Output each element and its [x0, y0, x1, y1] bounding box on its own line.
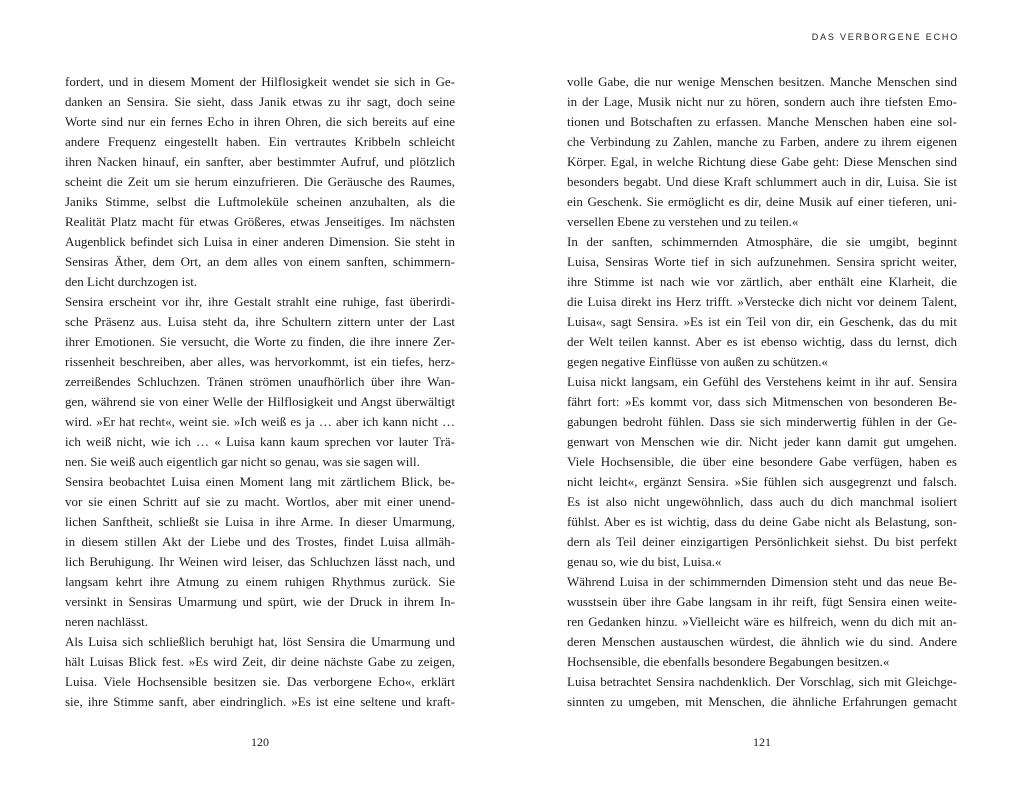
text-line: Hochsensible, die ebenfalls besondere Begabungen besitzen.«: [567, 654, 890, 669]
text-line: versellen Ebene zu verstehen und zu teilen.«: [567, 214, 799, 229]
paragraph: [567, 572, 957, 672]
text-line: scheint die Zeit um sie herum einzufrieren. Die Geräusche des Raumes,: [65, 174, 455, 189]
text-line: rissenheit beschreiben, aber alles, was hervorkommt, ist ein tiefes, herz-: [65, 354, 455, 369]
text-line: vor sie einen Schritt auf sie zu macht. Wortlos, aber mit einer unend-: [65, 494, 455, 509]
text-line: Luisa. Viele Hochsensible besitzen sie. Das verborgene Echo«, erklärt: [65, 674, 455, 689]
text-line: nen. Sie weiß auch eigentlich gar nicht so genau, was sie sagen will.: [65, 454, 420, 469]
page-number: 120: [251, 735, 269, 749]
text-line: ihren Nacken hinauf, ein sanfter, aber bestimmter Aufruf, und plötzlich: [65, 154, 455, 169]
text-line: gen, während sie von einer Welle der Hilflosigkeit und Angst überwältigt: [65, 394, 455, 409]
text-line: dern als Teil deiner einzigartigen Persönlichkeit siehst. Du bist perfekt: [567, 534, 957, 549]
text-line: versinkt in Sensiras Umarmung und spürt, wie der Druck in ihrem In-: [65, 594, 455, 609]
text-line: die Luisa direkt ins Herz trifft. »Verstecke dich nicht vor deinem Talent,: [567, 294, 957, 309]
paragraph: [567, 672, 957, 712]
text-line: sie, ihre Stimme sanft, aber eindringlich. »Es ist eine seltene und kraft-: [65, 694, 455, 709]
text-line: lich Beruhigung. Ihr Weinen wird leiser, das Schluchzen lässt nach, und: [65, 554, 455, 569]
text-line: Körper. Egal, in welche Richtung diese Gabe geht: Diese Menschen sind: [567, 154, 957, 169]
text-line: Luisa, Sensiras Worte tief in sich aufzunehmen. Sensira spricht weiter,: [567, 254, 957, 269]
left-page-body-text: [65, 72, 455, 712]
text-line: andere Frequenz eingestellt haben. Ein vertrautes Kribbeln schleicht: [65, 134, 455, 149]
running-header: DAS VERBORGENE ECHO: [811, 32, 959, 42]
text-line: Augenblick befindet sich Luisa in einer anderen Dimension. Sie steht in: [65, 234, 455, 249]
paragraph: [65, 632, 455, 712]
right-page-body-text: [567, 72, 957, 712]
text-line: Realität Platz macht für etwas Größeres, etwas Jenseitiges. Im nächsten: [65, 214, 455, 229]
text-line: in diesem stillen Akt der Liebe und des Trostes, findet Luisa allmäh-: [65, 534, 455, 549]
text-line: sche Präsenz aus. Luisa steht da, ihre Schultern zittern unter der Last: [65, 314, 455, 329]
text-line: Als Luisa sich schließlich beruhigt hat, löst Sensira die Umarmung und: [65, 634, 455, 649]
text-line: zerreißendes Schluchzen. Tränen strömen unaufhörlich über ihre Wan-: [65, 374, 455, 389]
paragraph: [567, 372, 957, 572]
text-line: genau so, wie du bist, Luisa.«: [567, 554, 722, 569]
text-line: lichen Sanftheit, schließt sie Luisa in ihre Arme. In dieser Umarmung,: [65, 514, 455, 529]
paragraph: [567, 72, 957, 232]
text-line: neren nachlässt.: [65, 614, 149, 629]
text-line: ihre Stimme ist nach wie vor zärtlich, aber enthält eine Klarheit, die: [567, 274, 957, 289]
text-line: Janiks Stimme, selbst die Luftmoleküle scheinen anzuhalten, als die: [65, 194, 455, 209]
text-line: Während Luisa in der schimmernden Dimension steht und das neue Be-: [567, 574, 957, 589]
text-line: In der sanften, schimmernden Atmosphäre, die sie umgibt, beginnt: [567, 234, 957, 249]
text-line: gegen negative Einflüsse von außen zu schützen.«: [567, 354, 828, 369]
text-line: Sensira beobachtet Luisa einen Moment lang mit zärtlichem Blick, be-: [65, 474, 455, 489]
text-line: tionen und Botschaften zu erfassen. Manche Menschen haben eine sol-: [567, 114, 957, 129]
page-number: 121: [753, 735, 771, 749]
paragraph: [65, 292, 455, 472]
text-line: sinnten zu umgeben, mit Menschen, die ähnliche Erfahrungen gemacht: [567, 694, 957, 709]
text-line: ren Gedanken hinzu. »Vielleicht wäre es hilfreich, wenn du dich mit an-: [567, 614, 957, 629]
text-line: fordert, und in diesem Moment der Hilflosigkeit wendet sie sich in Ge-: [65, 74, 455, 89]
text-line: volle Gabe, die nur wenige Menschen besitzen. Manche Menschen sind: [567, 74, 957, 89]
text-line: Luisa betrachtet Sensira nachdenklich. Der Vorschlag, sich mit Gleichge-: [567, 674, 957, 689]
paragraph: [567, 232, 957, 372]
text-line: Luisa«, sagt Sensira. »Es ist ein Teil von dir, ein Geschenk, das du mit: [567, 314, 957, 329]
text-line: den Licht durchzogen ist.: [65, 274, 198, 289]
text-line: fühlst. Aber es ist wichtig, dass du deine Gabe nicht als Belastung, son-: [567, 514, 957, 529]
text-line: deren Menschen austauschen würdest, die ähnlich wie du sind. Andere: [567, 634, 957, 649]
text-line: Sensira erscheint vor ihr, ihre Gestalt strahlt eine ruhige, fast überirdi-: [65, 294, 455, 309]
text-line: wusstsein über ihre Gabe langsam in ihr reift, fügt Sensira einen weite-: [567, 594, 957, 609]
text-line: gabungen bedroht fühlen. Dass sie sich minderwertig fühlen in der Ge-: [567, 414, 957, 429]
paragraph: [65, 72, 455, 292]
text-line: langsam kehrt ihre Atmung zu einem ruhigen Rhythmus zurück. Sie: [65, 574, 455, 589]
text-line: Luisa nickt langsam, ein Gefühl des Verstehens keimt in ihr auf. Sensira: [567, 374, 957, 389]
text-line: ihrer Emotionen. Sie versucht, die Worte zu finden, die ihre innere Zer-: [65, 334, 455, 349]
text-line: che Verbindung zu Zahlen, manche zu Farben, andere zu ihrem eigenen: [567, 134, 957, 149]
text-line: besonders begabt. Und diese Kraft schlummert auch in dir, Luisa. Sie ist: [567, 174, 957, 189]
text-line: nicht leicht«, ergänzt Sensira. »Sie fühlen sich ausgegrenzt und falsch.: [567, 474, 957, 489]
text-line: Worte sind nur ein fernes Echo in ihren Ohren, die sich bereits auf eine: [65, 114, 455, 129]
text-line: Viele Hochsensible, die über eine besondere Gabe verfügen, haben es: [567, 454, 957, 469]
text-line: ich weiß nicht, wie ich … « Luisa kann kaum sprechen vor lauter Trä-: [65, 434, 455, 449]
text-line: der Welt teilen kannst. Aber es ist ebenso wichtig, dass du lernst, dich: [567, 334, 957, 349]
text-line: hält Luisas Blick fest. »Es wird Zeit, dir deine nächste Gabe zu zeigen,: [65, 654, 455, 669]
text-line: Es ist also nicht ungewöhnlich, dass auch du dich manchmal isoliert: [567, 494, 957, 509]
text-line: fährt fort: »Es kommt vor, dass sich Mitmenschen von besonderen Be-: [567, 394, 957, 409]
text-line: ein Geschenk. Sie ermöglicht es dir, deine Musik auf einer tieferen, uni-: [567, 194, 957, 209]
text-line: in der Lage, Musik nicht nur zu hören, sondern auch ihre tiefsten Emo-: [567, 94, 957, 109]
text-line: Sensiras Äther, dem Ort, an dem alles von einem sanften, schimmern-: [65, 254, 455, 269]
text-line: genwart von Menschen wie dir. Nicht jeder kann damit gut umgehen.: [567, 434, 957, 449]
paragraph: [65, 472, 455, 632]
text-line: wird. »Er hat recht«, weint sie. »Ich weiß es ja … aber ich kann nicht …: [65, 414, 455, 429]
text-line: danken an Sensira. Sie sieht, dass Janik etwas zu ihr sagt, doch seine: [65, 94, 455, 109]
